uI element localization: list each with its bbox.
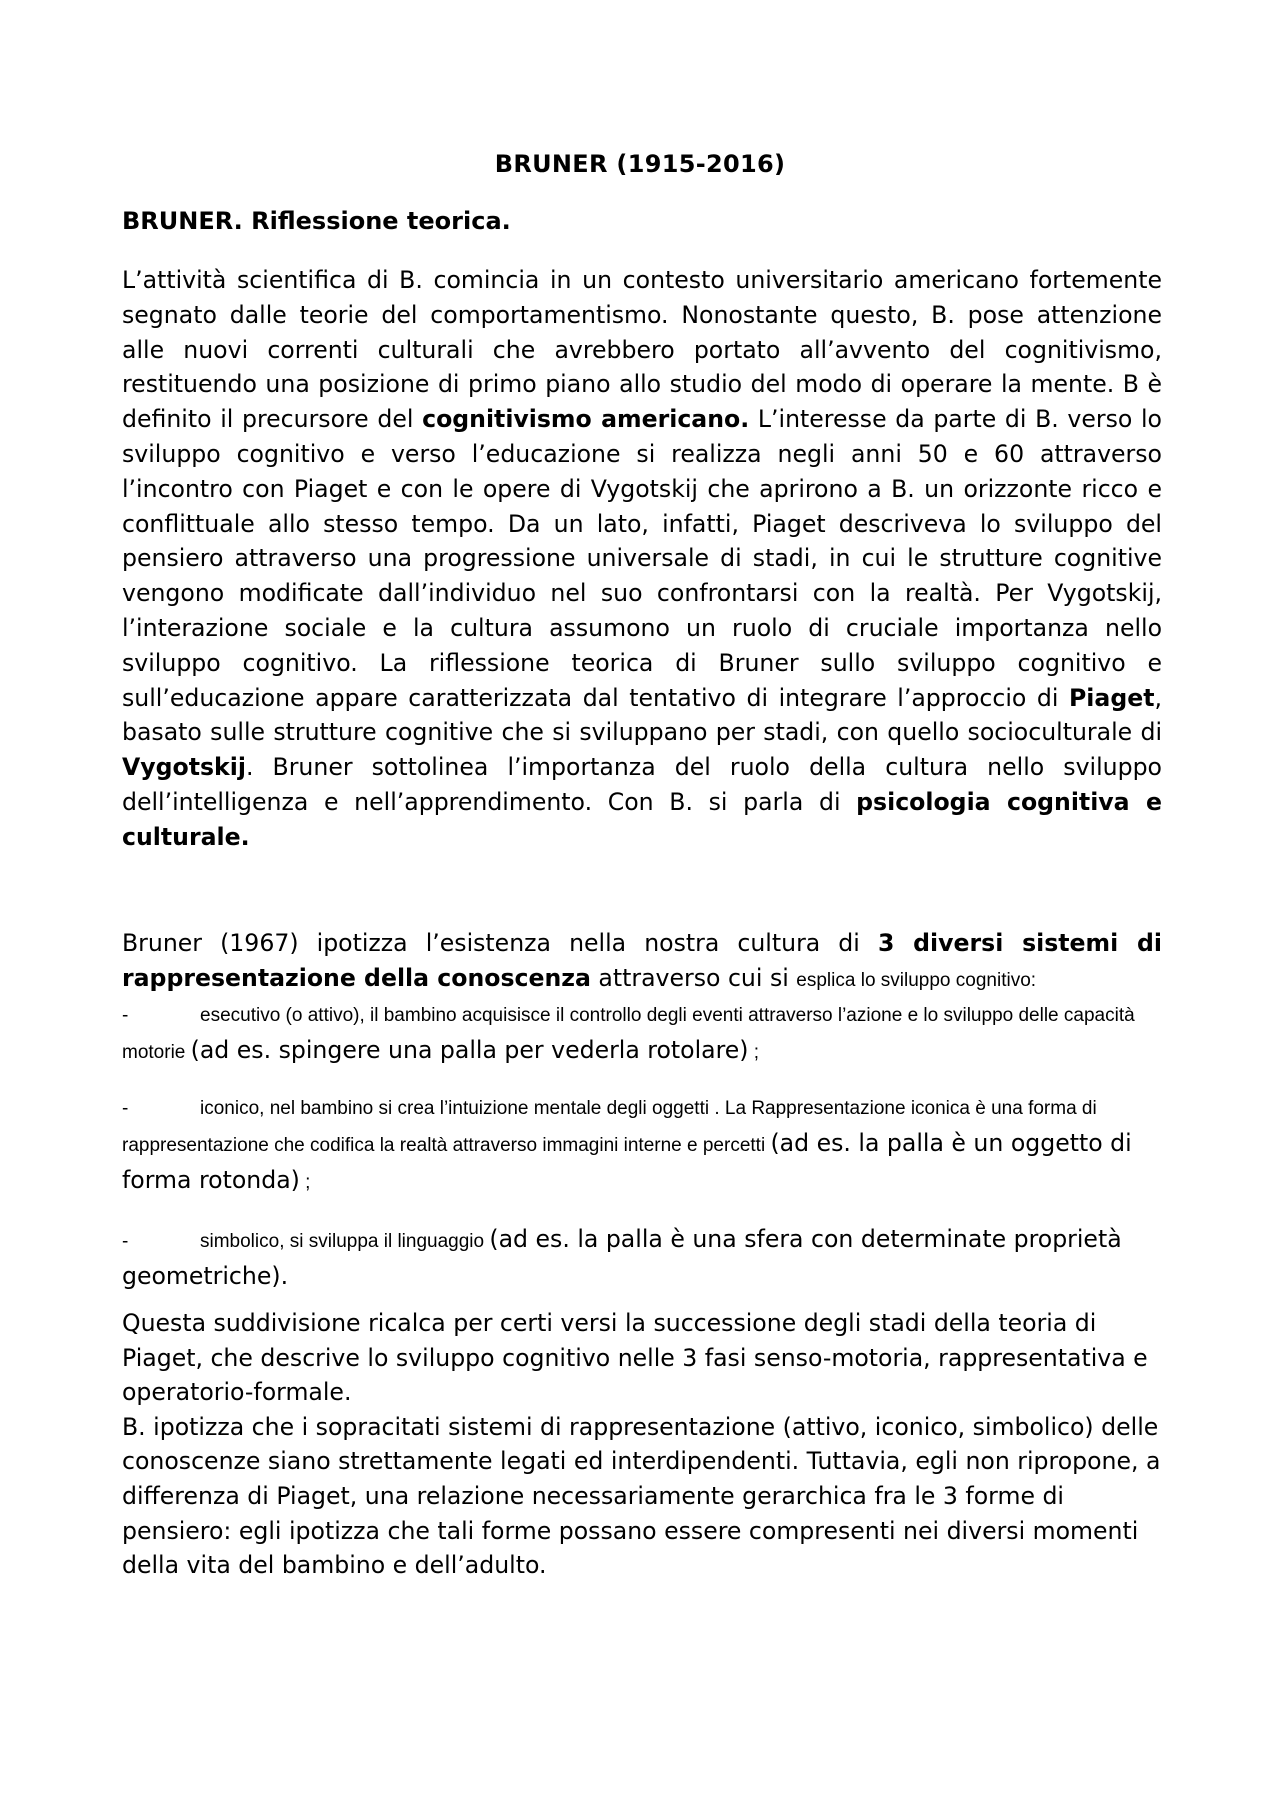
paragraph-conclusion <box>122 1306 1162 1583</box>
bold-term: Piaget <box>1069 683 1155 712</box>
list-item <box>122 1222 1162 1296</box>
text-run: esplica lo sviluppo cognitivo: <box>796 969 1037 991</box>
list-item-example: (ad es. la palla è un oggetto di forma rotonda) <box>122 1128 1132 1194</box>
section-heading: BRUNER. Riflessione teorica. <box>122 207 511 235</box>
list-item-text: esecutivo (o attivo), il bambino acquisisce il controllo degli eventi attraverso l’azione e lo sviluppo delle capacità motorie <box>122 1004 1135 1063</box>
conclusion-line-1: Questa suddivisione ricalca per certi versi la successione degli stadi della teoria di Piaget, che descrive lo sviluppo cognitivo nelle 3 fasi senso-motoria, rappresentativa e operatorio-formale. <box>122 1309 1148 1407</box>
page-title: BRUNER (1915-2016) <box>494 150 786 178</box>
systems-intro <box>122 926 1162 999</box>
bullet-dash: - <box>122 1004 129 1026</box>
list-item-example: (ad es. spingere una palla per vederla rotolare) <box>190 1035 749 1064</box>
text-run: Bruner (1967) ipotizza l’esistenza nella nostra cultura di <box>122 929 878 957</box>
text-run: L’interesse da parte di B. verso lo sviluppo cognitivo e verso l’educazione si realizza negli anni 50 e 60 attraverso l’incontro con Piaget e con le opere di Vygotskij che aprirono a B. un orizzonte ricco e conflittuale allo stesso tempo. Da un lato, infatti, Piaget descriveva lo sviluppo del pensiero attraverso una progressione universale di stadi, in cui le strutture cognitive vengono modificate dall’individuo nel suo confrontarsi con la realtà. Per Vygotskij, l’interazione sociale e la cultura assumono un ruolo di cruciale importanza nello sviluppo cognitivo. La riflessione teorica di Bruner sullo sviluppo cognitivo e sull’educazione appare caratterizzata dal tentativo di integrare l’approccio di <box>122 405 1162 712</box>
list-item-tail: ; <box>299 1171 311 1193</box>
text-run: attraverso cui si <box>590 963 797 992</box>
list-item-example: (ad es. la palla è una sfera con determinate proprietà geometriche). <box>122 1224 1122 1290</box>
paragraph-intro <box>122 263 1162 855</box>
bullet-dash: - <box>122 1230 129 1252</box>
bold-term: cognitivismo americano. <box>422 405 750 434</box>
bold-term: 3 diversi sistemi di rappresentazione della conoscenza <box>122 929 1162 992</box>
bullet-dash: - <box>122 1097 129 1119</box>
conclusion-line-2: B. ipotizza che i sopracitati sistemi di rappresentazione (attivo, iconico, simbolico) delle conoscenze siano strettamente legati ed interdipendenti. Tuttavia, egli non ripropone, a differenza di Piaget, una relazione necessariamente gerarchica fra le 3 forme di pensiero: egli ipotizza che tali forme possano essere compresenti nei diversi momenti della vita del bambino e dell’adulto. <box>122 1412 1161 1580</box>
text-run: . Bruner sottolinea l’importanza del ruolo della cultura nello sviluppo dell’intelligenza e nell’apprendimento. Con B. si parla di <box>122 753 1162 816</box>
bold-term: Vygotskij <box>122 753 246 782</box>
bold-term: psicologia cognitiva e culturale. <box>122 787 1162 851</box>
paragraph-systems <box>122 926 1162 1296</box>
list-item <box>122 1092 1162 1200</box>
list-item-tail: ; <box>748 1041 760 1063</box>
text-run: L’attività scientifica di B. comincia in un contesto universitario americano fortemente segnato dalle teorie del comportamentismo. Nonostante questo, B. pose attenzione alle nuovi correnti culturali che avrebbero portato all’avvento del cognitivismo, restituendo una posizione di primo piano allo studio del modo di operare la mente. B è definito il precursore del <box>122 266 1162 434</box>
list-item <box>122 999 1162 1070</box>
list-item-text: iconico, nel bambino si crea l’intuizione mentale degli oggetti . La Rappresentazione iconica è una forma di rappresentazione che codifica la realtà attraverso immagini interne e percetti <box>122 1097 1097 1156</box>
list-item-text: simbolico, si sviluppa il linguaggio <box>200 1230 490 1252</box>
text-run: , basato sulle strutture cognitive che si sviluppano per stadi, con quello socioculturale di <box>122 683 1162 747</box>
